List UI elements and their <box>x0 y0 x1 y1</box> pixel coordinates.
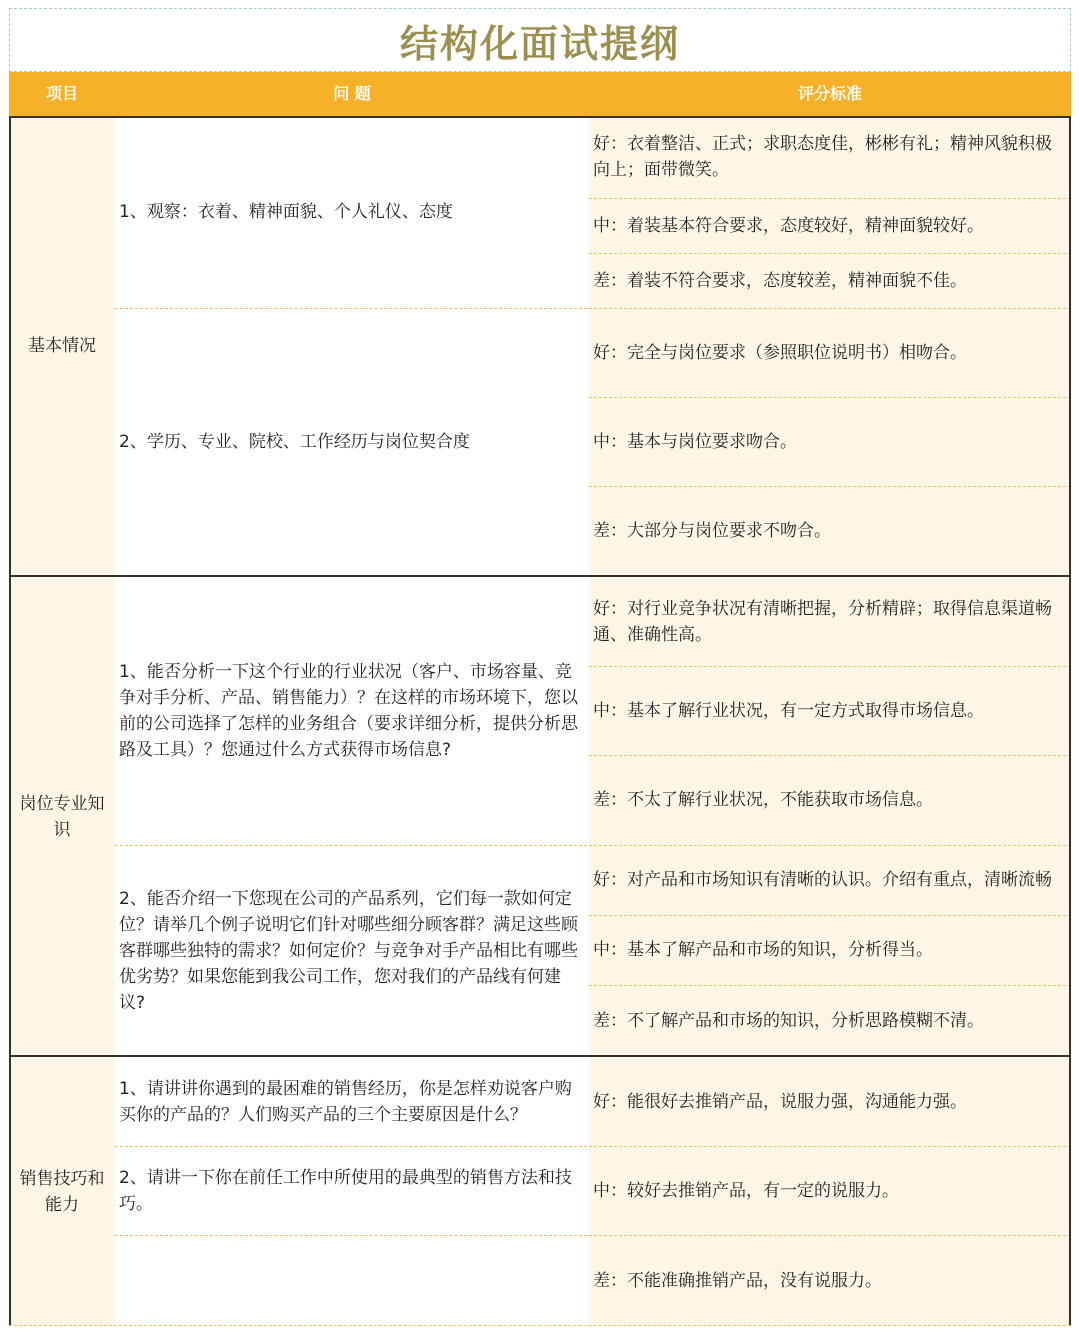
standard-cell: 好：衣着整洁、正式；求职态度佳，彬彬有礼；精神风貌积极向上；面带微笑。 <box>589 116 1071 198</box>
table-bottom-border <box>9 1325 1071 1326</box>
table-right-border <box>1069 116 1071 1326</box>
standard-cell: 中：基本了解产品和市场的知识，分析得当。 <box>589 915 1071 985</box>
row-divider <box>115 1235 1071 1236</box>
question-cell: 2、学历、专业、院校、工作经历与岗位契合度 <box>115 308 589 576</box>
table-top-border <box>9 116 1071 118</box>
question-cell: 2、请讲一下你在前任工作中所使用的最典型的销售方法和技巧。 <box>115 1146 589 1235</box>
category-cell: 岗位专业知识 <box>9 577 115 1056</box>
standard-cell: 好：完全与岗位要求（参照职位说明书）相吻合。 <box>589 308 1071 397</box>
question-cell: 1、请讲讲你遇到的最困难的销售经历，你是怎样劝说客户购买你的产品的？人们购买产品的三个主要原因是什么？ <box>115 1057 589 1146</box>
table-header <box>9 72 1071 116</box>
standard-cell: 好：能很好去推销产品，说服力强，沟通能力强。 <box>589 1057 1071 1146</box>
row-divider <box>589 198 1071 199</box>
header-question: 问 题 <box>333 84 371 103</box>
row-divider <box>115 1146 1071 1147</box>
standard-cell: 中：基本与岗位要求吻合。 <box>589 397 1071 486</box>
row-divider <box>589 985 1071 986</box>
row-divider <box>589 666 1071 667</box>
standard-cell: 差：不能准确推销产品，没有说服力。 <box>589 1235 1071 1326</box>
standard-cell: 差：不了解产品和市场的知识，分析思路模糊不清。 <box>589 985 1071 1056</box>
page-title: 结构化面试提纲 <box>399 21 680 66</box>
row-divider <box>115 308 1071 309</box>
row-divider <box>589 253 1071 254</box>
title-box <box>9 8 1071 72</box>
category-cell: 基本情况 <box>9 116 115 576</box>
row-divider <box>115 845 1071 846</box>
standard-cell: 好：对产品和市场知识有清晰的认识。介绍有重点，清晰流畅 <box>589 845 1071 915</box>
row-divider <box>589 397 1071 398</box>
header-standard: 评分标准 <box>797 84 862 103</box>
standard-cell: 中：着装基本符合要求，态度较好，精神面貌较好。 <box>589 198 1071 253</box>
question-cell: 1、能否分析一下这个行业的行业状况（客户、市场容量、竞争对手分析、产品、销售能力）？在这样的市场环境下，您以前的公司选择了怎样的业务组合（要求详细分析，提供分析思路及工具）？您通过什么方式获得市场信息? <box>115 577 589 845</box>
standard-cell: 差：不太了解行业状况，不能获取市场信息。 <box>589 755 1071 845</box>
category-cell: 销售技巧和能力 <box>9 1057 115 1326</box>
standard-cell: 差：着装不符合要求，态度较差，精神面貌不佳。 <box>589 253 1071 308</box>
standard-cell: 中：基本了解行业状况，有一定方式取得市场信息。 <box>589 666 1071 755</box>
header-project: 项目 <box>45 84 78 103</box>
standard-cell: 中：较好去推销产品，有一定的说服力。 <box>589 1146 1071 1235</box>
row-divider <box>589 915 1071 916</box>
table-left-border <box>9 116 11 1326</box>
standard-cell: 好：对行业竞争状况有清晰把握，分析精辟；取得信息渠道畅通、准确性高。 <box>589 577 1071 666</box>
question-cell <box>115 1235 589 1326</box>
standard-cell: 差：大部分与岗位要求不吻合。 <box>589 486 1071 576</box>
row-divider <box>589 486 1071 487</box>
page-frame <box>9 8 1071 1326</box>
row-divider <box>589 755 1071 756</box>
interview-table <box>9 116 1071 1326</box>
question-cell: 1、观察：衣着、精神面貌、个人礼仪、态度 <box>115 116 589 308</box>
question-cell: 2、能否介绍一下您现在公司的产品系列，它们每一款如何定位？请举几个例子说明它们针对哪些细分顾客群？满足这些顾客群哪些独特的需求？如何定价？与竞争对手产品相比有哪些优劣势？如果您能到我公司工作，您对我们的产品线有何建议? <box>115 845 589 1056</box>
